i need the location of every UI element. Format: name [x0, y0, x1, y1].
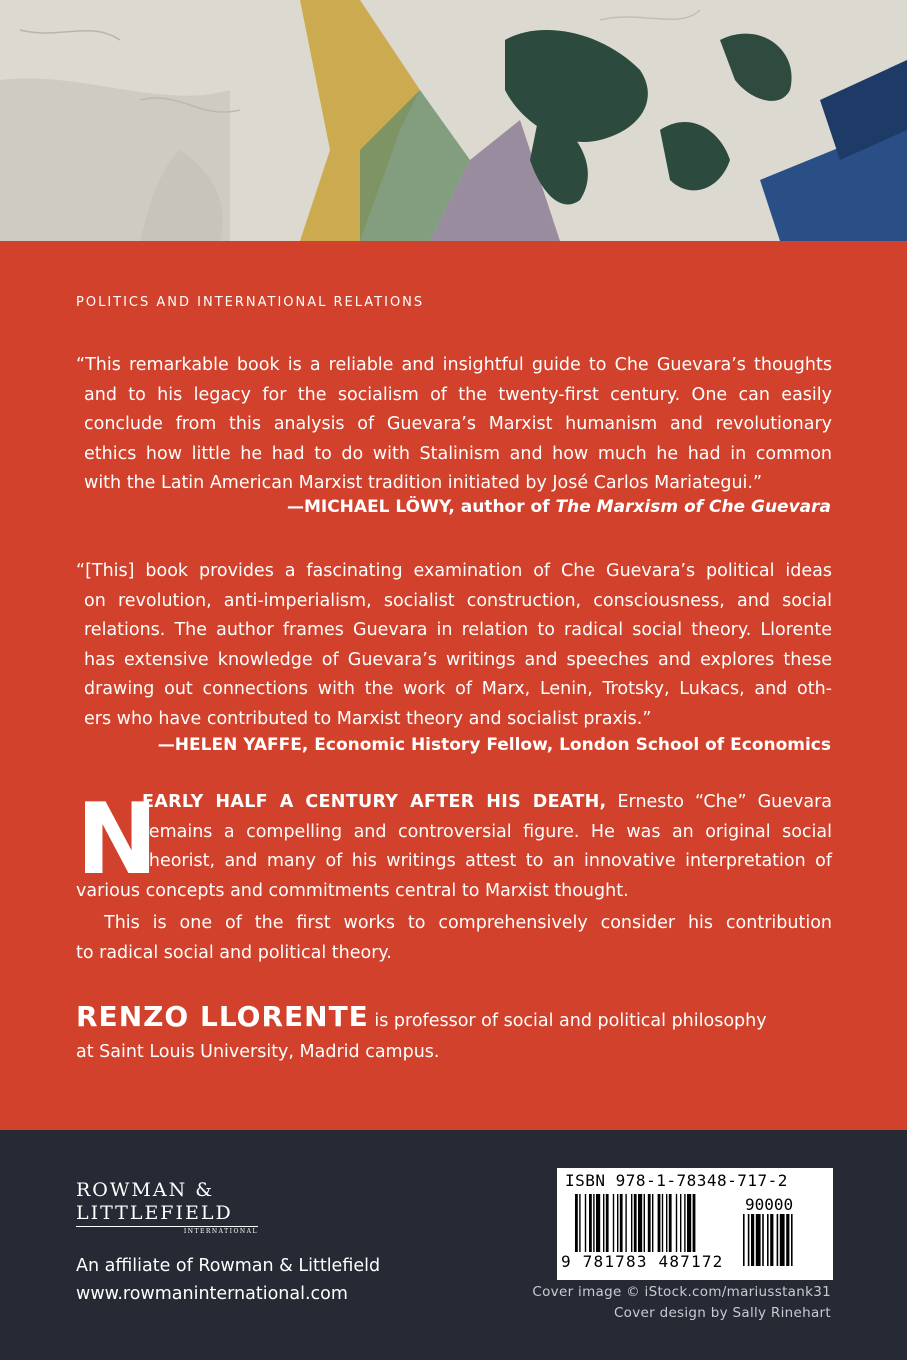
category-label: POLITICS AND INTERNATIONAL RELATIONS: [76, 295, 425, 310]
quote-line: with the Latin American Marxist tradition initiated by José Carlos Mariategui.”: [84, 473, 763, 493]
addon-bar: [743, 1214, 745, 1266]
author-bio: [76, 1001, 832, 1068]
publisher-info: [76, 1252, 380, 1308]
addon-bar: [791, 1214, 793, 1266]
publisher-logo: [76, 1178, 258, 1235]
addon-bar: [751, 1214, 754, 1266]
barcode-bar: [638, 1194, 642, 1252]
author-bio-line: [76, 1001, 832, 1037]
description-line: remains a compelling and controversial figure. He was an original social: [142, 821, 832, 842]
cover-credits: [532, 1282, 831, 1324]
barcode-bar: [596, 1194, 600, 1252]
affiliate-text: An affiliate of Rowman & Littlefield: [76, 1256, 381, 1276]
barcode-bar: [593, 1194, 594, 1252]
barcode-bar: [648, 1194, 651, 1252]
quote-attribution-2: —HELEN YAFFE, Economic History Fellow, London School of Economics: [157, 735, 831, 755]
isbn-barcode: [557, 1168, 833, 1280]
barcode-bar: [617, 1194, 618, 1252]
description-line: to radical social and political theory.: [76, 943, 392, 963]
barcode-bar: [680, 1194, 681, 1252]
addon-bar: [777, 1214, 779, 1266]
quote-line: on revolution, anti-imperialism, socialist construction, consciousness, and social: [84, 590, 832, 611]
endorsement-quote-1: [76, 351, 832, 499]
design-credit: Cover design by Sally Rinehart: [613, 1305, 831, 1321]
barcode-bar: [634, 1194, 637, 1252]
quote-line: and to his legacy for the socialism of the twenty-first century. One can easily: [84, 384, 832, 405]
description-line: [76, 788, 832, 818]
quote-line: has extensive knowledge of Guevara’s writings and speeches and explores these: [84, 649, 832, 670]
barcode-bar: [693, 1194, 696, 1252]
barcode-bar: [579, 1194, 580, 1252]
attribution-book-title: The Marxism of Che Guevara: [555, 497, 831, 517]
publisher-name-line2: LITTLEFIELD: [76, 1202, 233, 1224]
book-description-2: [76, 908, 832, 968]
barcode-bar: [687, 1194, 691, 1252]
peeling-wall-illustration: [0, 0, 907, 241]
barcode-bar: [658, 1194, 661, 1252]
price-code: 90000: [745, 1195, 794, 1214]
publisher-footer: [0, 1130, 907, 1360]
quote-line: ers who have contributed to Marxist theory and socialist praxis.”: [84, 708, 652, 729]
quote-line: ethics how little he had to do with Stalinism and how much he had in common: [84, 443, 832, 464]
barcode-bar: [631, 1194, 632, 1252]
barcode-digits: 9 781783 487172: [561, 1252, 724, 1271]
author-bio-text: is professor of social and political philosophy: [368, 1011, 767, 1031]
addon-bar: [756, 1214, 761, 1266]
isbn-number: ISBN 978-1-78348-717-2: [565, 1171, 788, 1190]
barcode-bar: [684, 1194, 685, 1252]
addon-bar: [748, 1214, 750, 1266]
endorsement-quote-2: [76, 557, 832, 734]
barcode-bar: [620, 1194, 623, 1252]
lead-in-rest: Ernesto “Che” Guevara: [606, 792, 832, 812]
barcode-bar: [613, 1194, 614, 1252]
author-name: RENZO LLORENTE: [76, 1000, 369, 1033]
publisher-website: www.rowmaninternational.com: [76, 1284, 348, 1304]
quote-line: drawing out connections with the work of Marx, Lenin, Trotsky, Lukacs, and oth-: [84, 679, 832, 699]
addon-bar: [770, 1214, 773, 1266]
cover-photo: [0, 0, 907, 241]
publisher-imprint: INTERNATIONAL: [76, 1226, 258, 1235]
drop-cap: N: [76, 783, 159, 897]
image-credit: Cover image © iStock.com/mariusstank31: [532, 1284, 831, 1300]
book-description: [76, 783, 832, 906]
barcode-bar: [669, 1194, 672, 1252]
barcode-bar: [589, 1194, 592, 1252]
addon-bar: [762, 1214, 764, 1266]
quote-line: conclude from this analysis of Guevara’s Marxist humanism and revolutionary: [84, 414, 832, 434]
addon-bar: [767, 1214, 769, 1266]
barcode-bar: [603, 1194, 604, 1252]
description-line: This is one of the first works to comprehensively consider his contribution: [104, 913, 832, 933]
addon-bar: [786, 1214, 789, 1266]
description-line: theorist, and many of his writings attest to an innovative interpretation of: [142, 851, 832, 871]
barcode-bar: [676, 1194, 677, 1252]
quote-attribution-1: [287, 497, 831, 517]
author-bio-line: at Saint Louis University, Madrid campus.: [76, 1042, 440, 1062]
barcode-bar: [606, 1194, 609, 1252]
barcode-bar: [666, 1194, 667, 1252]
barcode-bar: [625, 1194, 626, 1252]
addon-bar: [780, 1214, 785, 1266]
barcode-bar: [652, 1194, 653, 1252]
attribution-name: —MICHAEL LÖWY, author of: [286, 497, 556, 517]
lead-in-caps: EARLY HALF A CENTURY AFTER HIS DEATH,: [142, 792, 607, 812]
publisher-name-line1: ROWMAN &: [76, 1179, 215, 1201]
barcode-bar: [585, 1194, 586, 1252]
barcode-bar: [662, 1194, 663, 1252]
barcode-bar: [575, 1194, 578, 1252]
description-line: various concepts and commitments central to Marxist thought.: [76, 880, 629, 901]
quote-line: “This remarkable book is a reliable and insightful guide to Che Guevara’s thoughts: [76, 355, 832, 375]
quote-line: “[This] book provides a fascinating examination of Che Guevara’s political ideas: [76, 561, 832, 581]
blurb-panel: [0, 241, 907, 1130]
barcode-bar: [644, 1194, 645, 1252]
quote-line: relations. The author frames Guevara in relation to radical social theory. Llorente: [84, 620, 832, 640]
